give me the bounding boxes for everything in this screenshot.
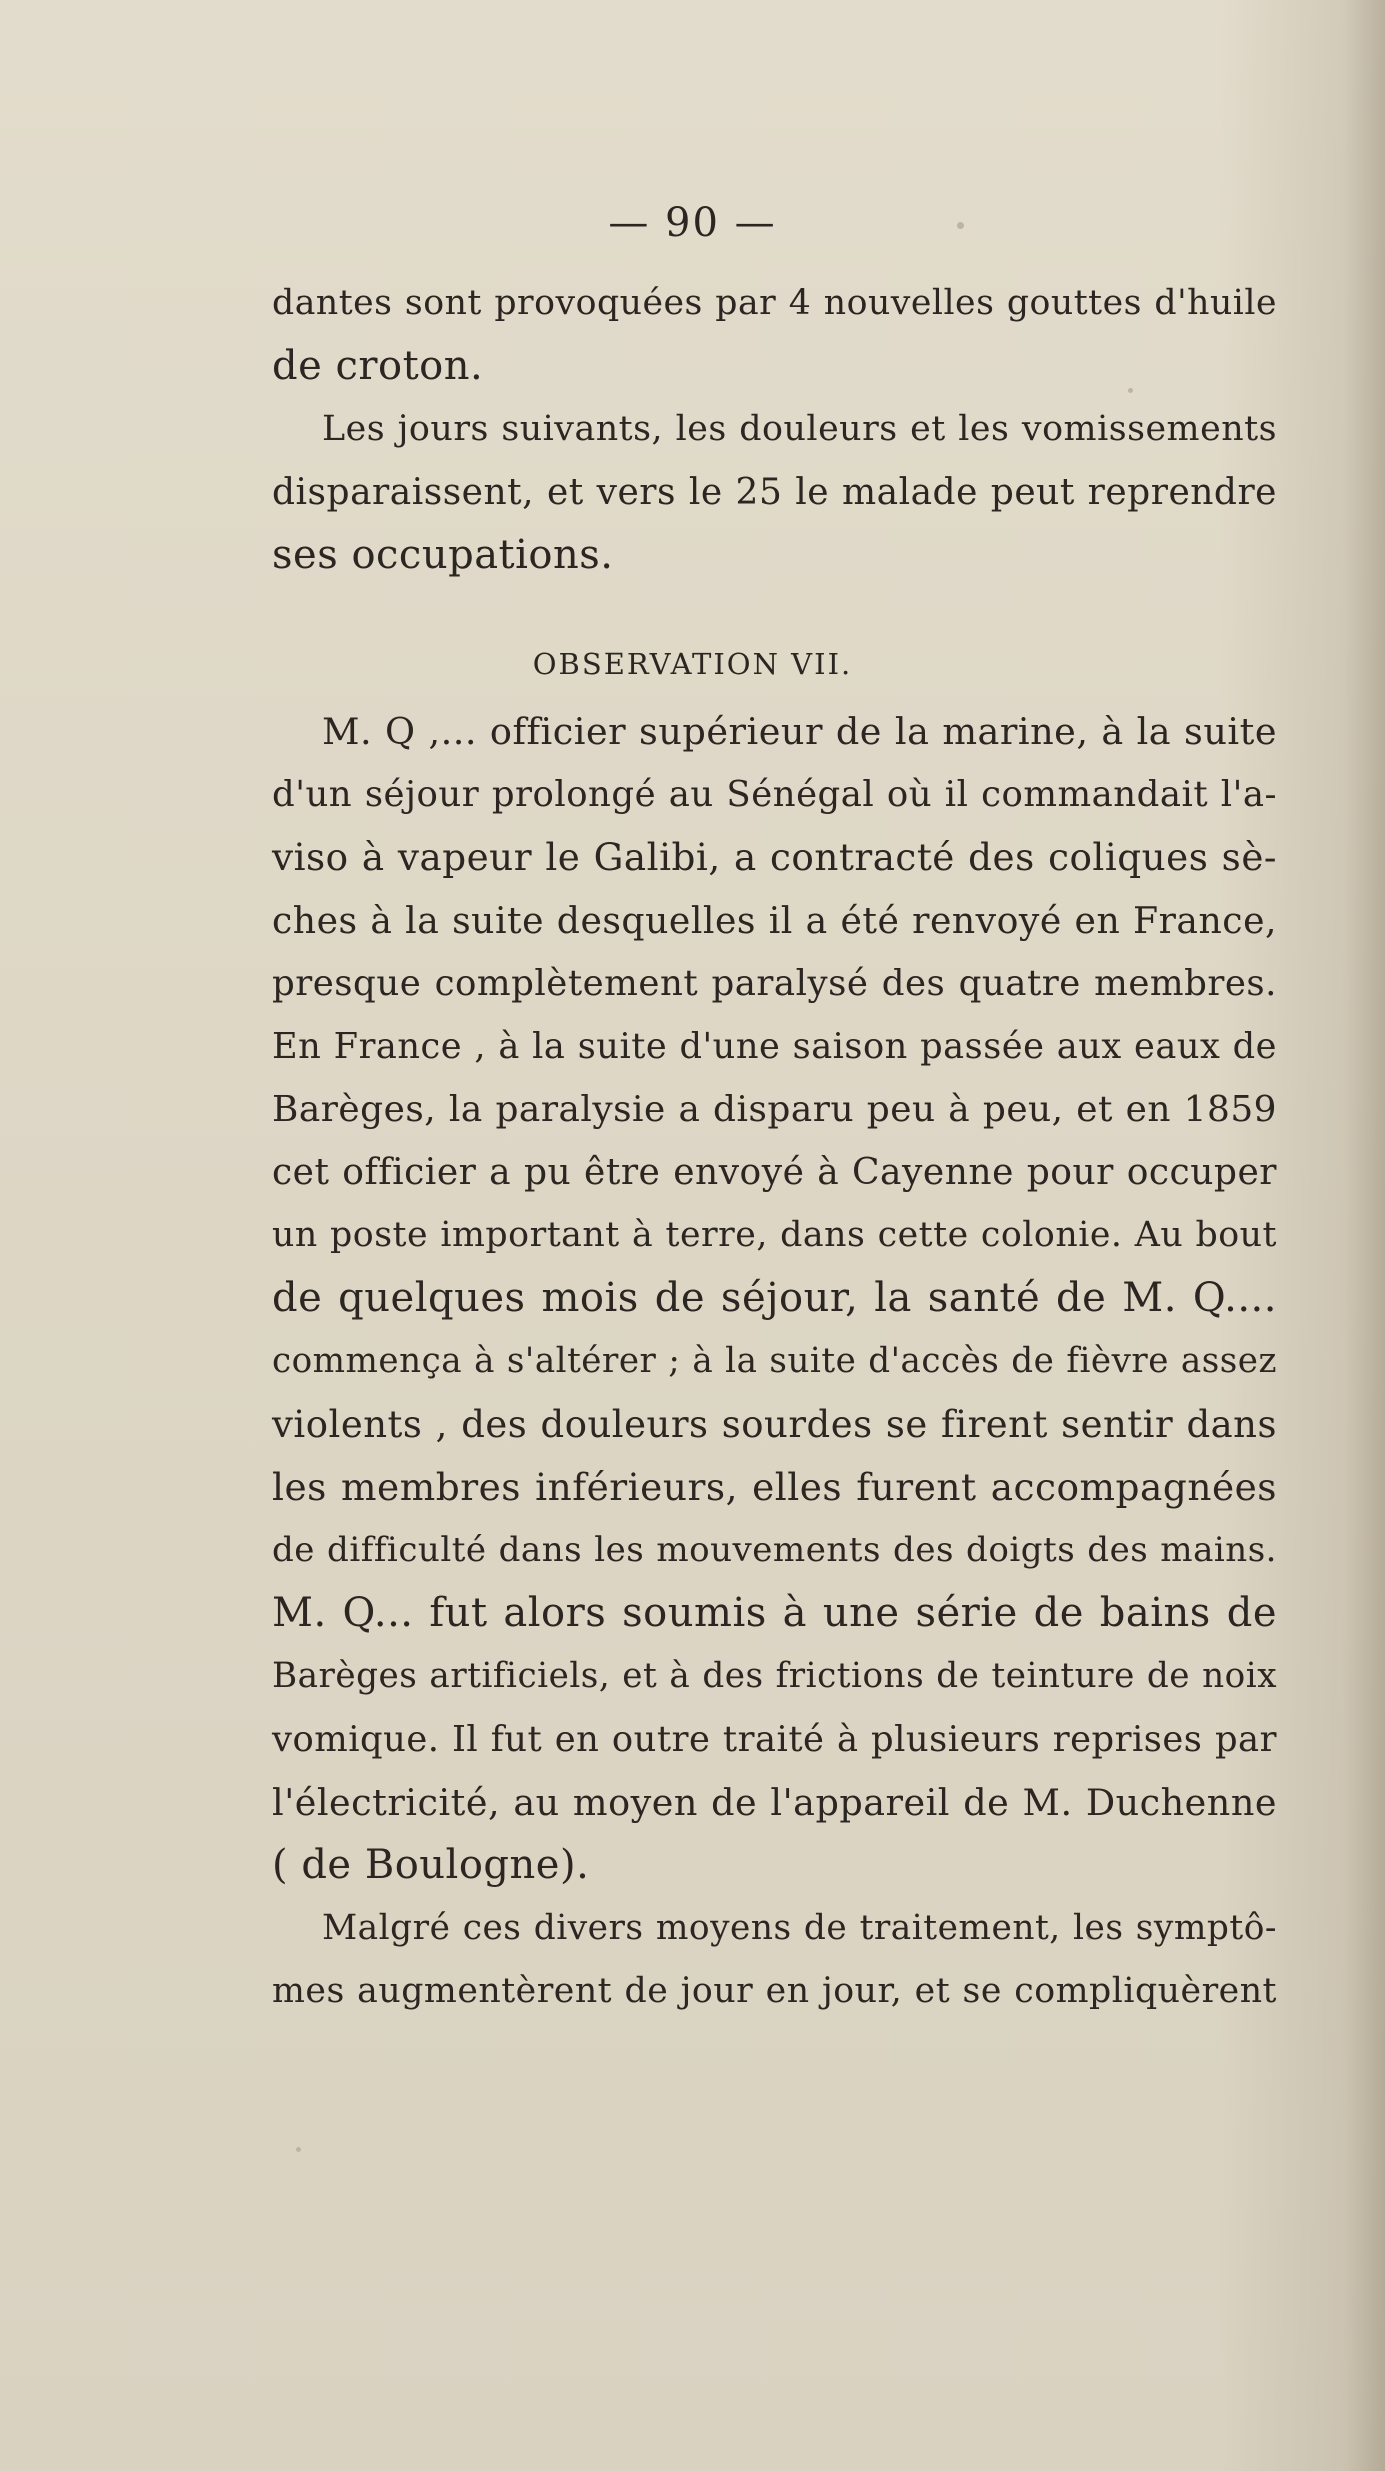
text-line: vomique. Il fut en outre traité à plusieurs reprises par (272, 1719, 1277, 1760)
text-line: ches à la suite desquelles il a été renvoyé en France, (272, 899, 1277, 942)
text-line: commença à s'altérer ; à la suite d'accès de fièvre assez (272, 1341, 1277, 1381)
text-line: Barèges artificiels, et à des frictions de teinture de noix (272, 1656, 1277, 1696)
text-line: d'un séjour prolongé au Sénégal où il commandait l'a- (272, 774, 1277, 815)
text-line: dantes sont provoquées par 4 nouvelles gouttes d'huile (272, 283, 1277, 323)
text-line: disparaissent, et vers le 25 le malade peut reprendre (272, 472, 1277, 513)
text-line: violents , des douleurs sourdes se firent sentir dans (272, 1403, 1277, 1446)
text-line: Barèges, la paralysie a disparu peu à peu, et en 1859 (272, 1089, 1277, 1130)
text-line: En France , à la suite d'une saison passée aux eaux de (272, 1026, 1277, 1067)
paragraph-case-history (272, 700, 1277, 1897)
paragraph-continuation (272, 272, 1277, 398)
page-number: — 90 — (608, 200, 777, 246)
section-heading: OBSERVATION VII. (532, 647, 853, 681)
text-line: ( de Boulogne). (272, 1842, 590, 1888)
paper-speck (296, 2147, 301, 2152)
text-line: presque complètement paralysé des quatre membres. (272, 963, 1277, 1004)
paragraph-treatment (272, 1897, 1277, 2023)
text-line: de difficulté dans les mouvements des doigts des mains. (272, 1530, 1277, 1570)
text-line: de croton. (272, 343, 484, 389)
text-line: viso à vapeur le Galibi, a contracté des coliques sè- (272, 835, 1277, 879)
paragraph-recovery (272, 398, 1277, 587)
text-line: les membres inférieurs, elles furent accompagnées (272, 1465, 1277, 1509)
text-line: l'électricité, au moyen de l'appareil de M. Duchenne (272, 1781, 1277, 1824)
text-line: Malgré ces divers moyens de traitement, les symptô- (322, 1908, 1277, 1948)
text-line: M. Q ,... officier supérieur de la marine, à la suite (322, 710, 1277, 753)
text-line: M. Q... fut alors soumis à une série de bains de (272, 1590, 1277, 1636)
text-line: ses occupations. (272, 532, 614, 578)
text-line: de quelques mois de séjour, la santé de M. Q.... (272, 1275, 1277, 1321)
text-line: un poste important à terre, dans cette colonie. Au bout (272, 1215, 1277, 1255)
text-line: cet officier a pu être envoyé à Cayenne pour occuper (272, 1152, 1277, 1193)
text-line: Les jours suivants, les douleurs et les vomissements (322, 409, 1277, 449)
text-line: mes augmentèrent de jour en jour, et se compliquèrent (272, 1971, 1277, 2011)
